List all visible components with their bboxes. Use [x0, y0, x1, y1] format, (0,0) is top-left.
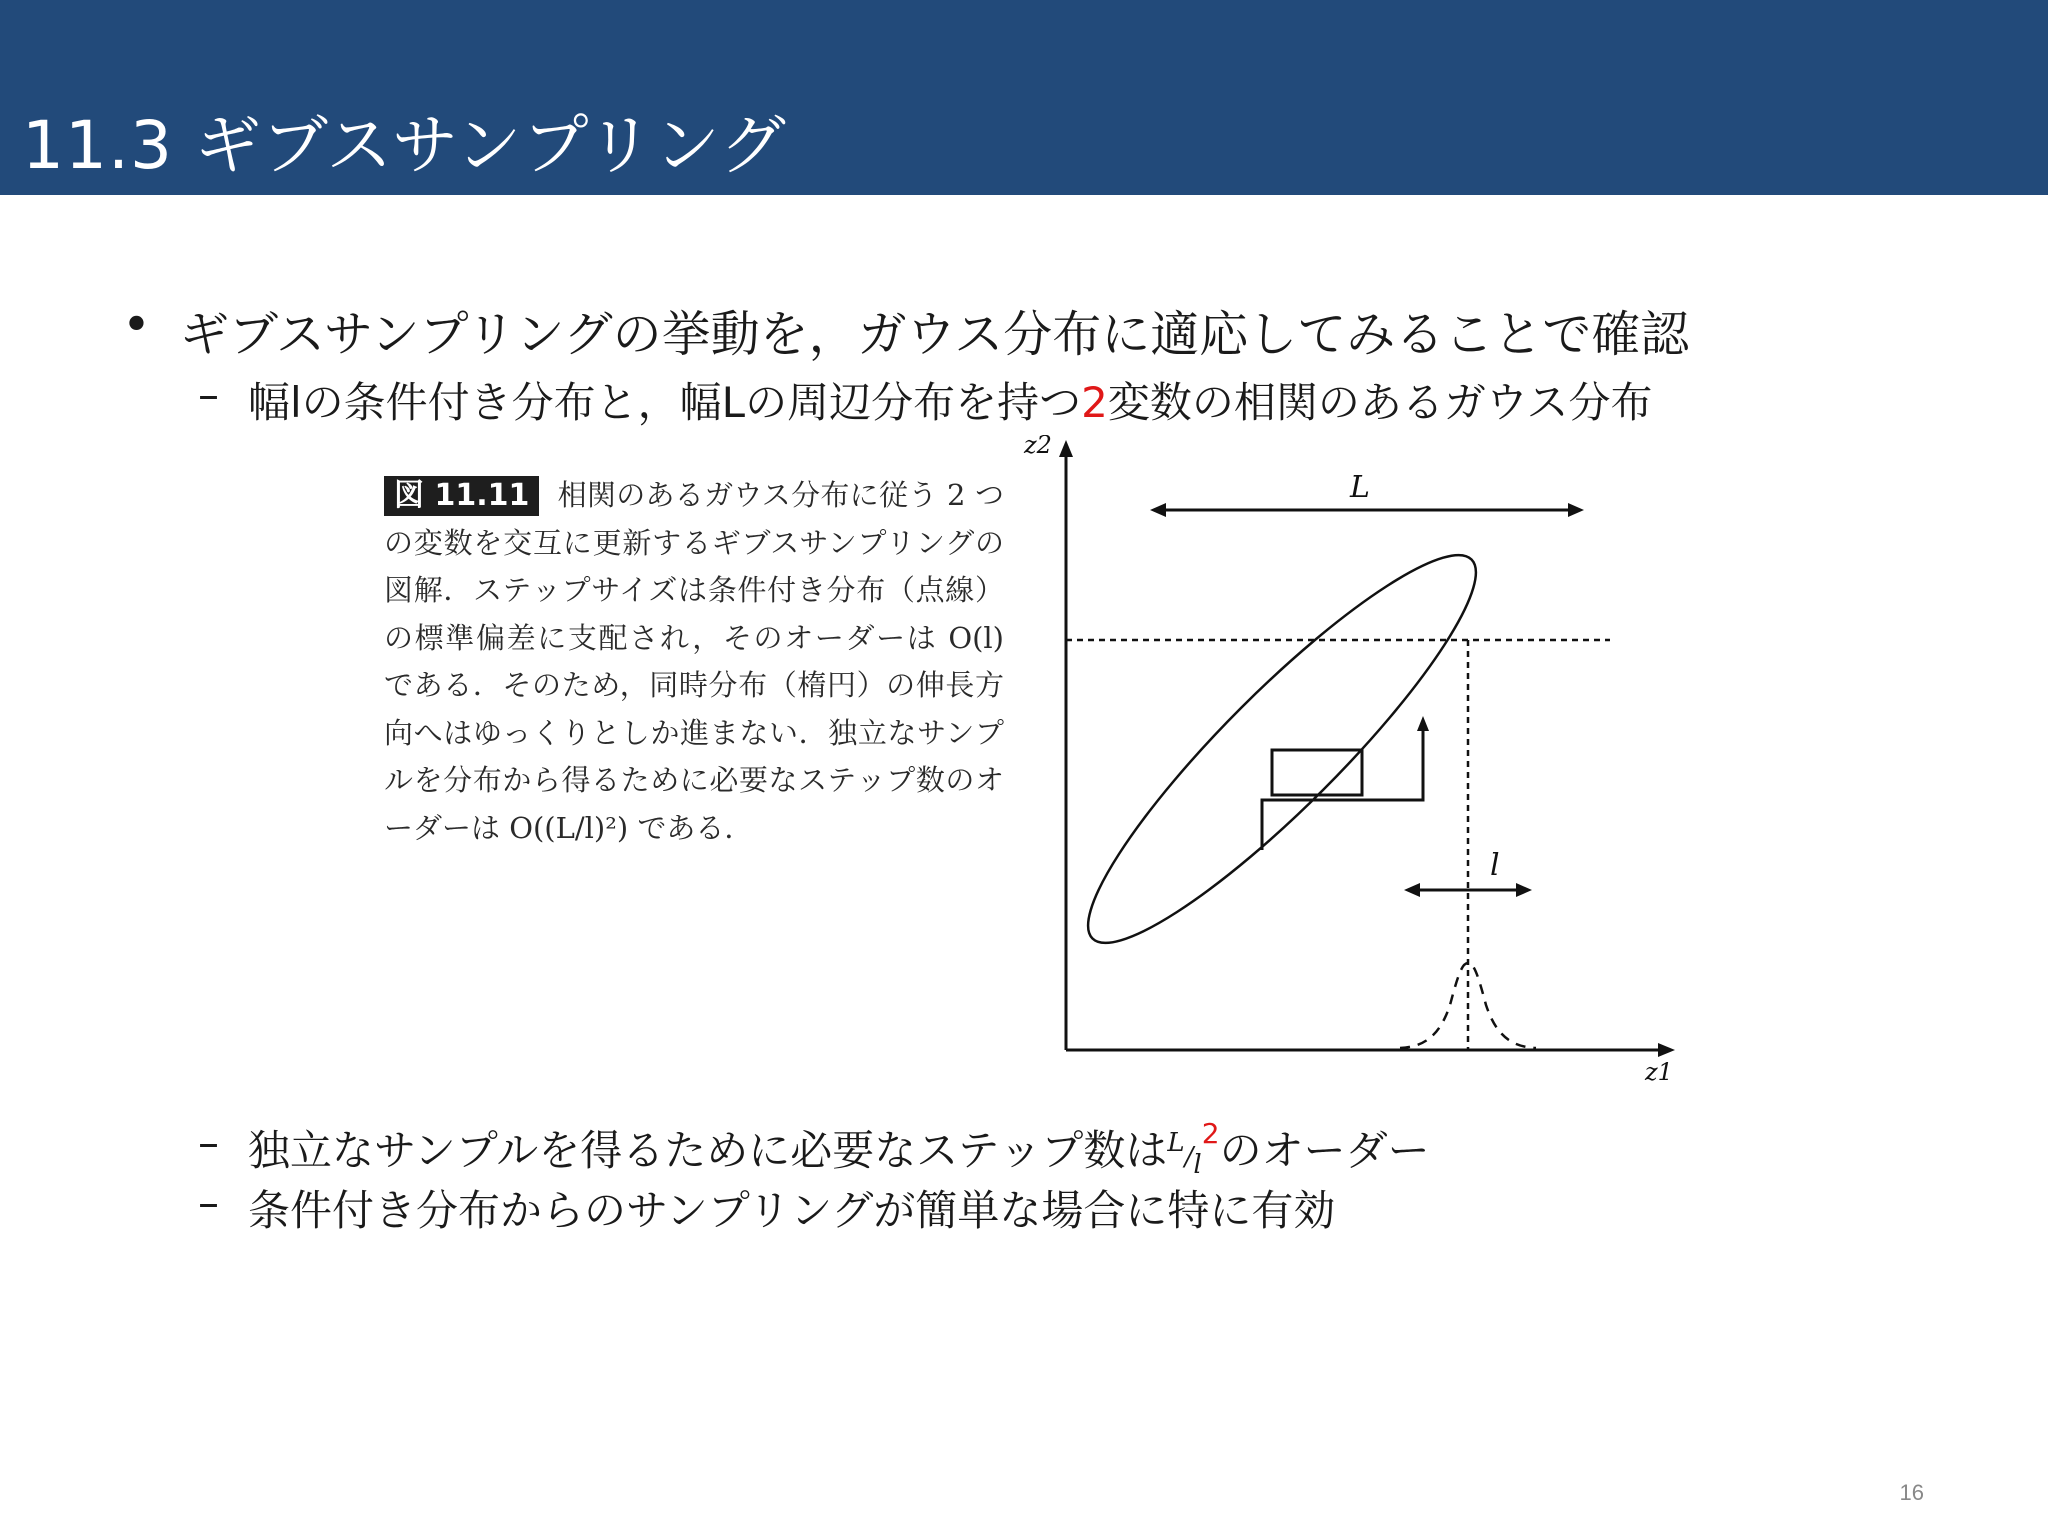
sub1-highlight: 2 — [1081, 378, 1108, 427]
sub-bullet-1-text — [248, 370, 1653, 430]
exponent: 2 — [1201, 1117, 1220, 1150]
caption-text: 相関のあるガウス分布に従う 2 つの変数を交互に更新するギブスサンプリングの図解．ステップサイズは条件付き分布（点線）の標準偏差に支配され，そのオーダーは O(l) である．そのため，同時分布（楕円）の伸長方向へはゆっくりとしか進まない．独立なサンプルを分布から得るために必要なステップ数のオーダーは O((L/l)²) である． — [384, 478, 1004, 845]
y-axis-arrow — [1059, 440, 1073, 457]
sub2-post: のオーダー — [1219, 1126, 1430, 1175]
dash-marker: – — [198, 370, 219, 419]
sampling-path — [1262, 720, 1423, 850]
figure-label: 図 11.11 — [384, 476, 539, 516]
big-width-label: L — [1350, 470, 1370, 505]
fraction-slash: / — [1184, 1142, 1194, 1172]
fraction-numerator: L — [1167, 1128, 1185, 1158]
gibbs-sampling-diagram — [1020, 435, 1700, 1095]
bullet-marker: • — [122, 296, 151, 353]
main-bullet-text: ギブスサンプリングの挙動を，ガウス分布に適応してみることで確認 — [180, 306, 1690, 363]
sub1-pre: 幅lの条件付き分布と，幅Lの周辺分布を持つ — [248, 378, 1082, 427]
dash-marker: – — [198, 1178, 219, 1227]
fraction-denominator: l — [1193, 1150, 1202, 1180]
dash-marker: – — [198, 1118, 219, 1167]
page-number: 16 — [1899, 1480, 1924, 1505]
y-axis-label: z2 — [1024, 435, 1052, 459]
sub1-post: 変数の相関のあるガウス分布 — [1107, 378, 1653, 427]
sub-bullet-2-text — [248, 1118, 1430, 1178]
title-bar — [0, 0, 2048, 195]
x-axis-arrow — [1658, 1043, 1675, 1057]
small-width-label: l — [1490, 848, 1500, 883]
slide-title: 11.3 ギブスサンプリング — [22, 107, 787, 184]
figure-caption — [384, 472, 1004, 852]
fraction — [1167, 1128, 1201, 1180]
sampling-step-box — [1272, 750, 1362, 795]
sub-bullet-3-text: 条件付き分布からのサンプリングが簡単な場合に特に有効 — [248, 1186, 1336, 1235]
sub2-pre: 独立なサンプルを得るために必要なステップ数は — [248, 1126, 1168, 1175]
x-axis-label: z1 — [1645, 1058, 1673, 1086]
